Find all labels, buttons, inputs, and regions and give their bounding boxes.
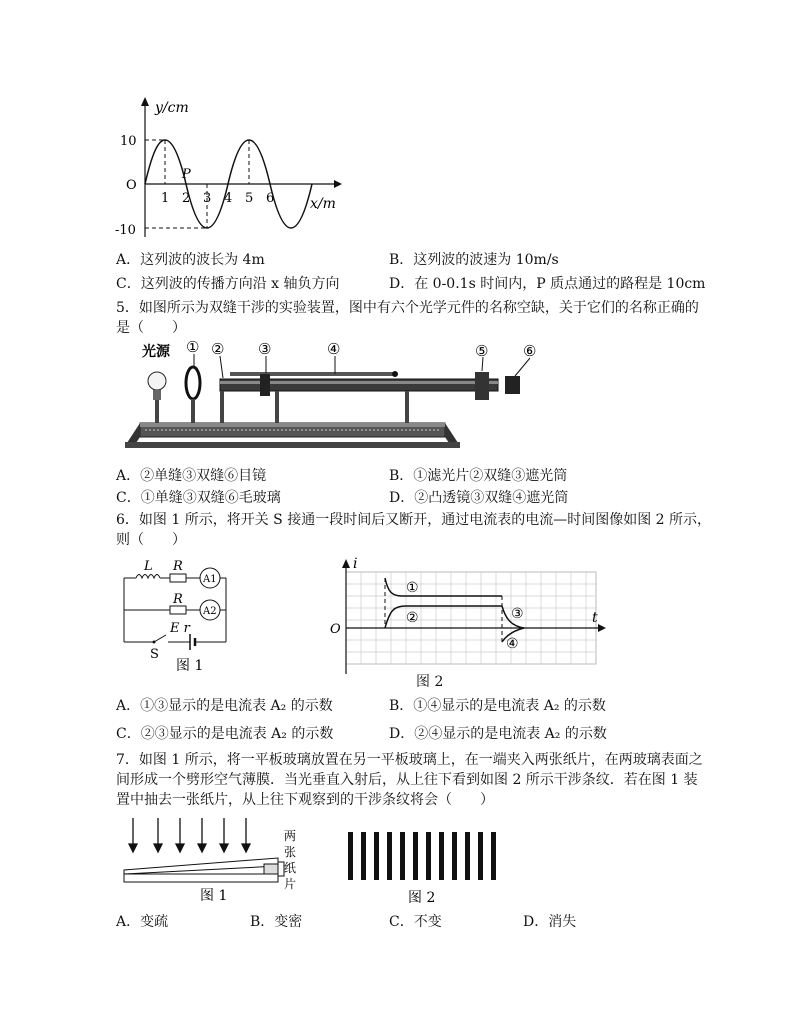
q6-option-d[interactable]: D．②④显示的是电流表 A₂ 的示数 <box>389 726 607 742</box>
marker-2: ② <box>211 340 225 358</box>
q7-option-c[interactable]: C．不变 <box>389 914 442 930</box>
wave-point-p-label: P <box>182 167 191 182</box>
q4-option-b[interactable]: B．这列波的波速为 10m/s <box>389 252 559 268</box>
paper-label-2: 张 <box>284 845 297 859</box>
q5-option-a[interactable]: A．②单缝③双缝⑥目镜 <box>116 468 267 484</box>
curve-2 <box>385 606 502 628</box>
wave-x-axis-label: x/m <box>310 196 336 212</box>
q5-stem-line1: 5．如图所示为双缝干涉的实验装置，图中有六个光学元件的名称空缺，关于它们的名称正确的 <box>116 300 699 316</box>
wave-x-tick-2: 2 <box>182 191 191 206</box>
paper-label-3: 纸 <box>284 861 297 875</box>
q5-option-c[interactable]: C．①单缝③双缝⑥毛玻璃 <box>116 490 281 506</box>
wave-figure <box>110 92 360 242</box>
double-slit-apparatus-figure <box>120 338 560 460</box>
q7-option-b[interactable]: B．变密 <box>250 914 303 930</box>
q7-fig1-caption: 图 1 <box>200 888 228 904</box>
q6-stem-line2: 则（ ） <box>116 532 186 548</box>
q7-option-d[interactable]: D．消失 <box>523 914 577 930</box>
q6-option-b[interactable]: B．①④显示的是电流表 A₂ 的示数 <box>389 698 606 714</box>
wave-x-tick-3: 3 <box>203 191 212 206</box>
marker-6: ⑥ <box>523 342 537 360</box>
graph-x-label: t <box>592 610 598 626</box>
wave-y-tick-10: 10 <box>120 134 137 149</box>
q6-option-c[interactable]: C．②③显示的是电流表 A₂ 的示数 <box>116 726 334 742</box>
q4-option-c[interactable]: C．这列波的传播方向沿 x 轴负方向 <box>116 276 340 292</box>
circuit-figure <box>118 558 238 678</box>
wave-x-tick-1: 1 <box>161 191 170 206</box>
q6-fig1-caption: 图 1 <box>176 658 204 674</box>
q5-option-b[interactable]: B．①滤光片②双缝③遮光筒 <box>389 468 568 484</box>
q6-stem-line1: 6．如图 1 所示，将开关 S 接通一段时间后又断开，通过电流表的电流—时间图像如图 2 所示， <box>116 512 712 528</box>
wave-y-axis-label: y/cm <box>155 100 189 116</box>
battery-label: E r <box>170 621 190 636</box>
curve-label-2: ② <box>406 610 419 626</box>
curve-1 <box>385 578 502 596</box>
resistor-1-label: R <box>173 559 183 574</box>
graph-y-label: i <box>353 556 358 572</box>
graph-origin: O <box>330 622 341 637</box>
air-wedge-figure <box>118 812 308 908</box>
q7-fig2-caption: 图 2 <box>408 890 436 906</box>
curve-label-3: ③ <box>511 606 524 622</box>
marker-4: ④ <box>327 340 341 358</box>
q7-option-a[interactable]: A．变疏 <box>116 914 169 930</box>
wave-origin: O <box>126 178 137 193</box>
curve-label-4: ④ <box>506 636 519 652</box>
marker-3: ③ <box>258 340 272 358</box>
wave-x-tick-6: 6 <box>266 191 275 206</box>
marker-1: ① <box>186 338 200 356</box>
q6-fig2-caption: 图 2 <box>416 674 444 690</box>
paper-label-4: 片 <box>284 877 297 891</box>
q5-stem-line2: 是（ ） <box>116 320 186 336</box>
ammeter-2-label: A2 <box>203 606 217 617</box>
q4-option-d[interactable]: D．在 0-0.1s 时间内，P 质点通过的路程是 10cm <box>389 276 706 292</box>
light-source-label: 光源 <box>142 344 170 360</box>
q7-stem-line3: 置中抽去一张纸片，从上往下观察到的干涉条纹将会（ ） <box>116 792 494 808</box>
q4-option-a[interactable]: A．这列波的波长为 4m <box>116 252 265 268</box>
q7-stem-line1: 7．如图 1 所示，将一平板玻璃放置在另一平板玻璃上，在一端夹入两张纸片，在两玻璃表面之 <box>116 752 703 768</box>
interference-fringes-figure <box>344 830 504 910</box>
wave-y-tick-neg10: -10 <box>115 223 136 238</box>
resistor-2-label: R <box>173 592 183 607</box>
q5-option-d[interactable]: D．②凸透镜③双缝④遮光筒 <box>389 490 569 506</box>
marker-5: ⑤ <box>475 342 489 360</box>
ammeter-1-label: A1 <box>203 574 217 585</box>
wave-x-tick-4: 4 <box>224 191 233 206</box>
q7-stem-line2: 间形成一个劈形空气薄膜．当光垂直入射后，从上往下看到如图 2 所示干涉条纹．若在图 1 装 <box>116 772 698 788</box>
current-time-graph <box>326 556 616 686</box>
inductor-label: L <box>144 559 153 574</box>
switch-label: S <box>150 647 159 662</box>
wave-x-tick-5: 5 <box>245 191 254 206</box>
curve-label-1: ① <box>406 580 419 596</box>
q6-option-a[interactable]: A．①③显示的是电流表 A₂ 的示数 <box>116 698 333 714</box>
paper-label-1: 两 <box>284 829 297 843</box>
